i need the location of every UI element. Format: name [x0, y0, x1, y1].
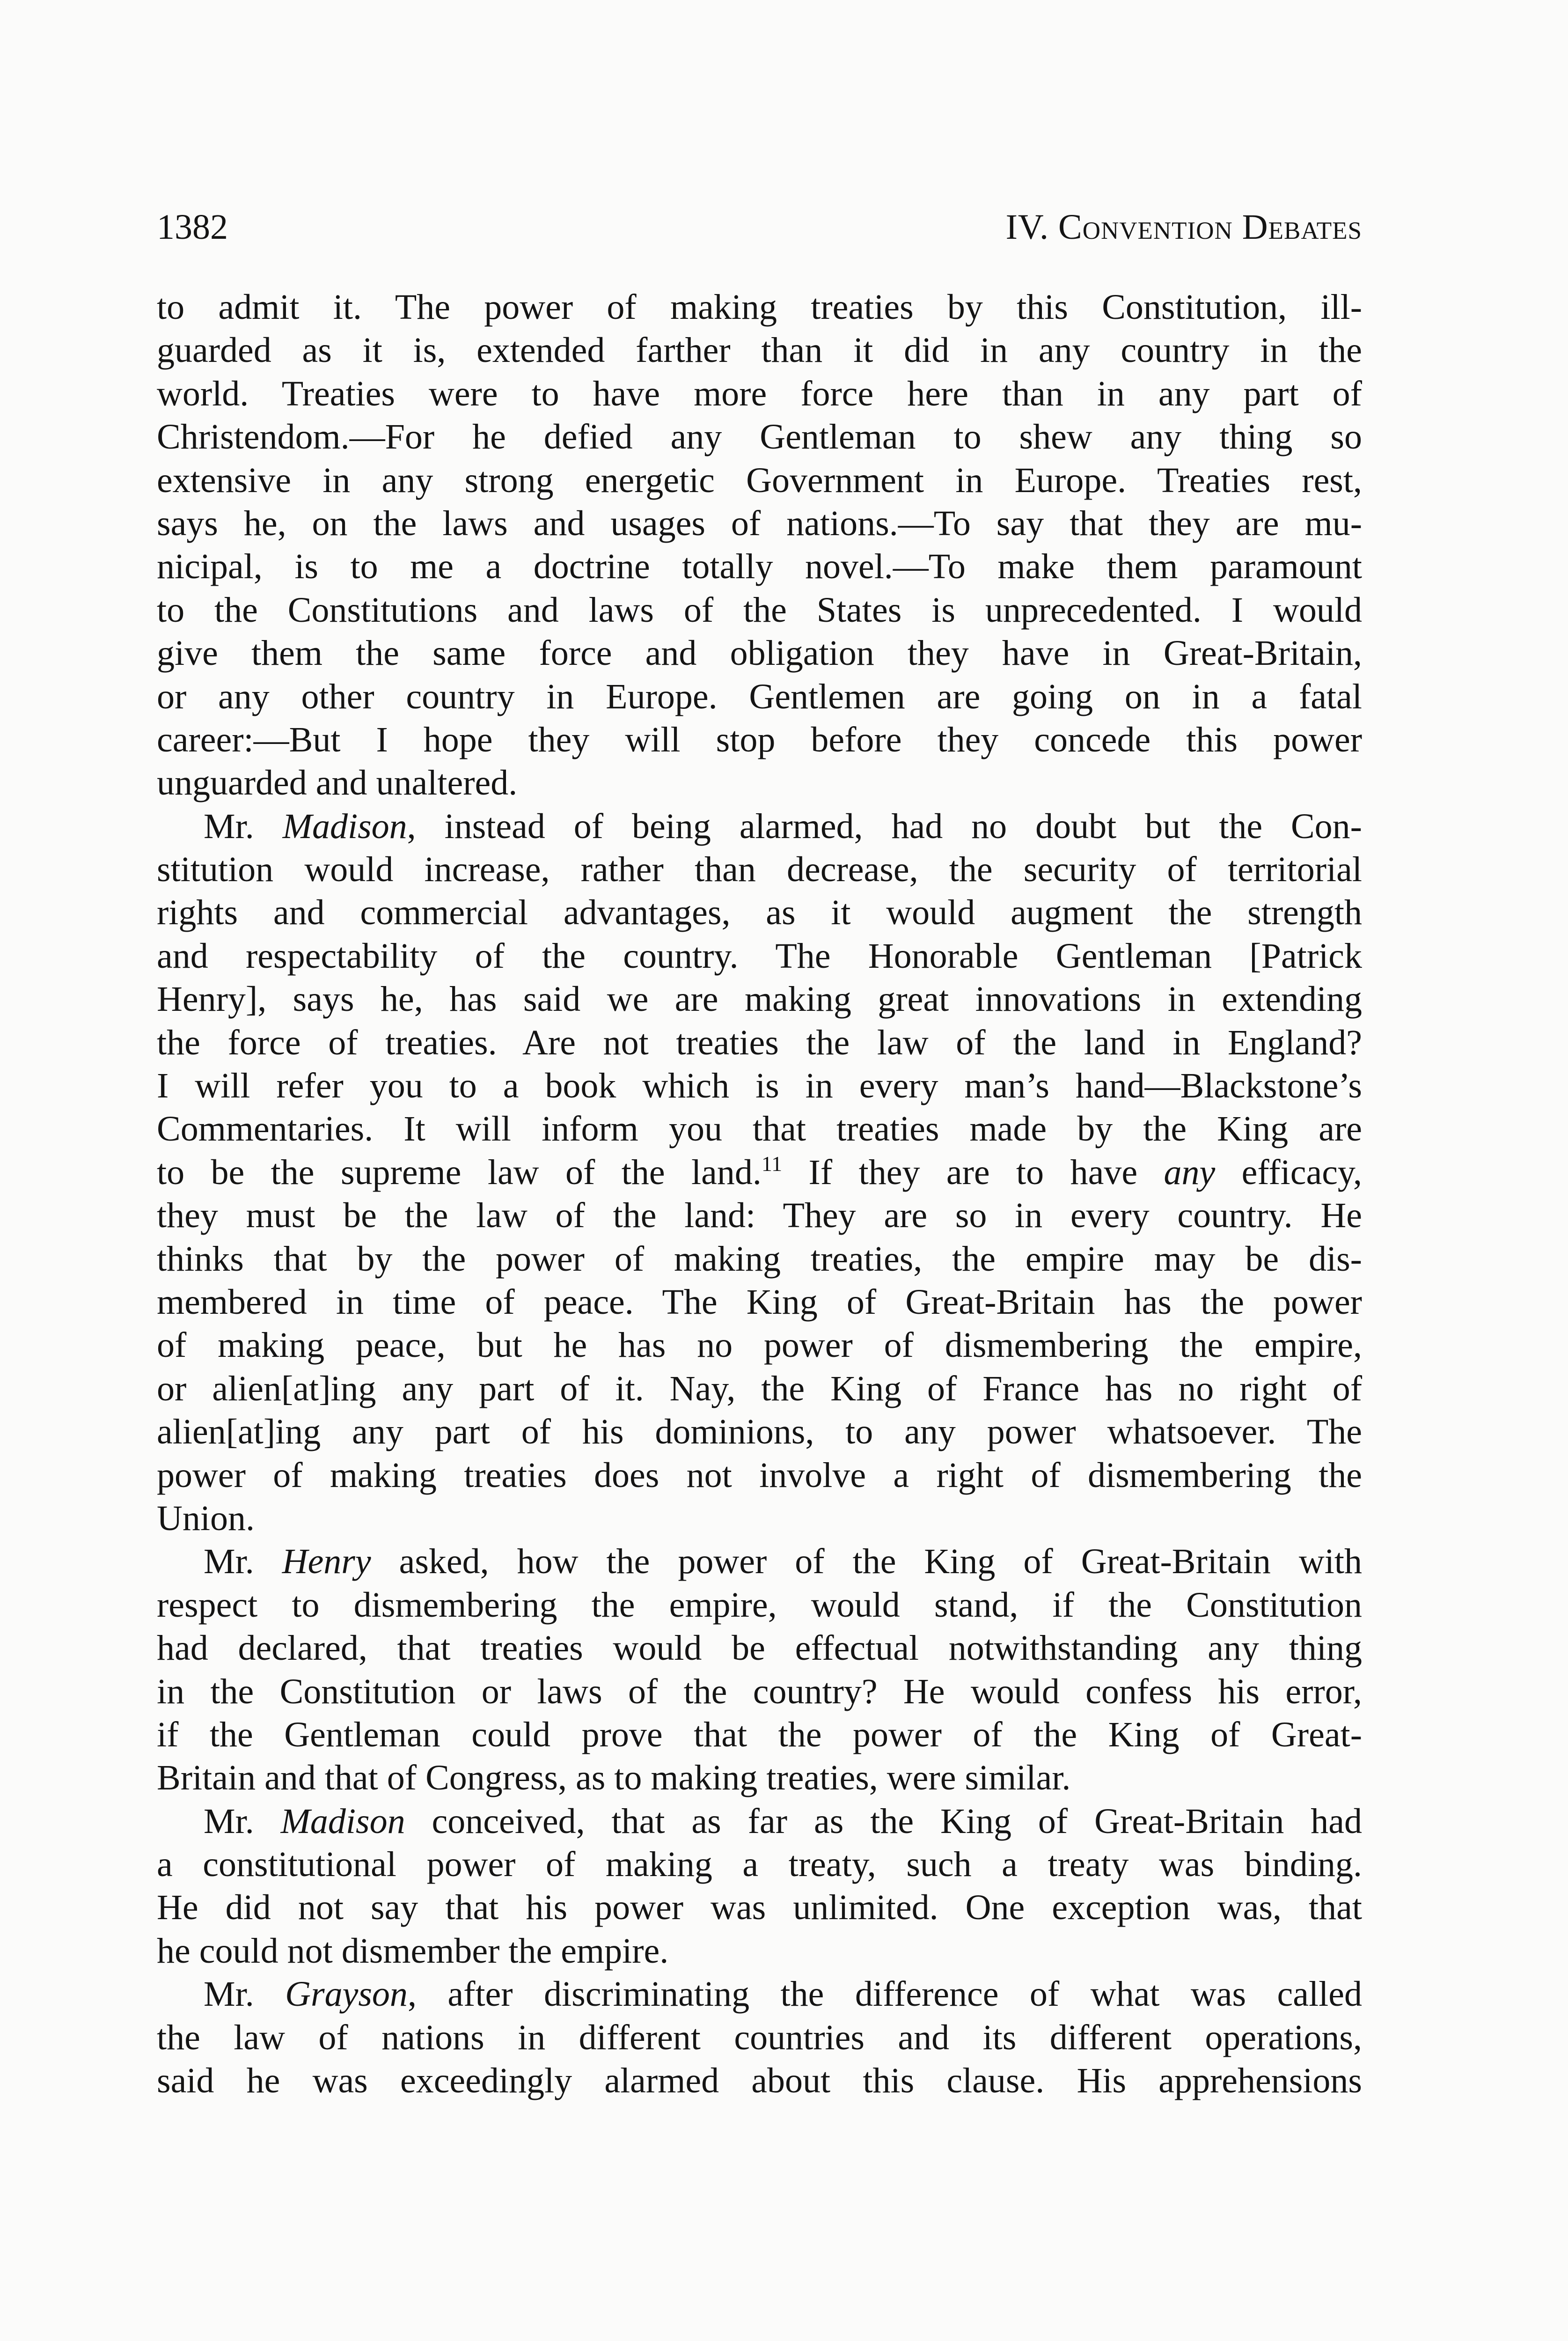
text-line: world. Treaties were to have more force here than in any part of: [157, 374, 1362, 413]
text-line: career:—But I hope they will stop before they concede this power: [157, 720, 1362, 759]
speaker-name: Grayson: [285, 1974, 408, 2014]
speaker-name: Madison: [280, 1801, 405, 1841]
text-line: Union.: [157, 1498, 255, 1538]
speaker-paragraph-start: [157, 1540, 1362, 1583]
speaker-paragraph-start: [157, 1973, 1362, 2016]
text-line: they must be the law of the land: They are so in every country. He: [157, 1196, 1362, 1236]
text-fragment: Mr.: [204, 1801, 281, 1841]
text-line: said he was exceedingly alarmed about this clause. His apprehensions: [157, 2061, 1362, 2101]
text-line: respect to dismembering the empire, would stand, if the Constitution: [157, 1585, 1362, 1625]
text-line: he could not dismember the empire.: [157, 1931, 669, 1971]
body-text: [157, 286, 1362, 2102]
speaker-paragraph-start: [157, 1800, 1362, 1843]
text-fragment: to be the supreme law of the land.: [157, 1152, 762, 1192]
text-line: nicipal, is to me a doctrine totally novel.—To make them paramount: [157, 547, 1362, 587]
text-fragment: efficacy,: [1215, 1152, 1362, 1192]
text-line: He did not say that his power was unlimited. One exception was, that: [157, 1888, 1362, 1928]
speaker-name: Madison: [282, 806, 407, 846]
text-line: or alien[at]ing any part of it. Nay, the King of France has no right of: [157, 1369, 1362, 1408]
text-line: in the Constitution or laws of the country? He would confess his error,: [157, 1671, 1362, 1711]
text-line: rights and commercial advantages, as it would augment the strength: [157, 893, 1362, 933]
text-fragment: , instead of being alarmed, had no doubt but the Con-: [407, 806, 1362, 846]
text-line: a constitutional power of making a treaty, such a treaty was binding.: [157, 1845, 1362, 1885]
text-line: I will refer you to a book which is in every man’s hand—Blackstone’s: [157, 1066, 1362, 1106]
text-fragment: asked, how the power of the King of Great-Britain with: [371, 1542, 1362, 1582]
speaker-paragraph-start: [157, 805, 1362, 848]
text-line: or any other country in Europe. Gentlemen are going on in a fatal: [157, 677, 1362, 716]
text-line: extensive in any strong energetic Government in Europe. Treaties rest,: [157, 460, 1362, 500]
text-fragment: conceived, that as far as the King of Great-Britain had: [405, 1801, 1362, 1841]
text-fragment: Mr.: [204, 1542, 282, 1582]
text-line: unguarded and unaltered.: [157, 763, 518, 803]
text-line: Britain and that of Congress, as to making treaties, were similar.: [157, 1758, 1071, 1798]
text-line: alien[at]ing any part of his dominions, to any power whatsoever. The: [157, 1412, 1362, 1452]
text-line: the law of nations in different countries and its different operations,: [157, 2017, 1362, 2057]
text-line: stitution would increase, rather than decrease, the security of territorial: [157, 850, 1362, 890]
text-line: if the Gentleman could prove that the power of the King of Great-: [157, 1715, 1362, 1754]
page-header: [157, 206, 1362, 248]
text-line: of making peace, but he has no power of dismembering the empire,: [157, 1325, 1362, 1365]
text-line: to the Constitutions and laws of the States is unprecedented. I would: [157, 590, 1362, 630]
text-line: guarded as it is, extended farther than it did in any country in the: [157, 331, 1362, 370]
text-line: [157, 1151, 1362, 1194]
text-line: Henry], says he, has said we are making great innovations in extending: [157, 979, 1362, 1019]
text-fragment: Mr.: [204, 1974, 286, 2014]
text-line: Commentaries. It will inform you that treaties made by the King are: [157, 1109, 1362, 1149]
text-line: the force of treaties. Are not treaties the law of the land in England?: [157, 1023, 1362, 1062]
emphasis: any: [1164, 1152, 1216, 1192]
text-line: membered in time of peace. The King of Great-Britain has the power: [157, 1282, 1362, 1322]
text-line: to admit it. The power of making treaties by this Constitution, ill-: [157, 287, 1362, 327]
page-number: 1382: [157, 207, 228, 247]
text-fragment: If they are to have: [782, 1152, 1164, 1192]
text-line: says he, on the laws and usages of nations.—To say that they are mu-: [157, 503, 1362, 543]
text-line: power of making treaties does not involve a right of dismembering the: [157, 1455, 1362, 1495]
text-fragment: Mr.: [204, 806, 283, 846]
text-line: thinks that by the power of making treaties, the empire may be dis-: [157, 1239, 1362, 1279]
speaker-name: Henry: [282, 1542, 371, 1582]
text-line: had declared, that treaties would be effectual notwithstanding any thing: [157, 1628, 1362, 1668]
running-head: IV. Convention Debates: [1005, 207, 1362, 247]
text-line: and respectability of the country. The Honorable Gentleman [Patrick: [157, 936, 1362, 976]
text-line: give them the same force and obligation they have in Great-Britain,: [157, 633, 1362, 673]
text-fragment: , after discriminating the difference of what was called: [407, 1974, 1362, 2014]
text-line: Christendom.—For he defied any Gentleman to shew any thing so: [157, 417, 1362, 457]
footnote-reference: 11: [761, 1151, 783, 1176]
